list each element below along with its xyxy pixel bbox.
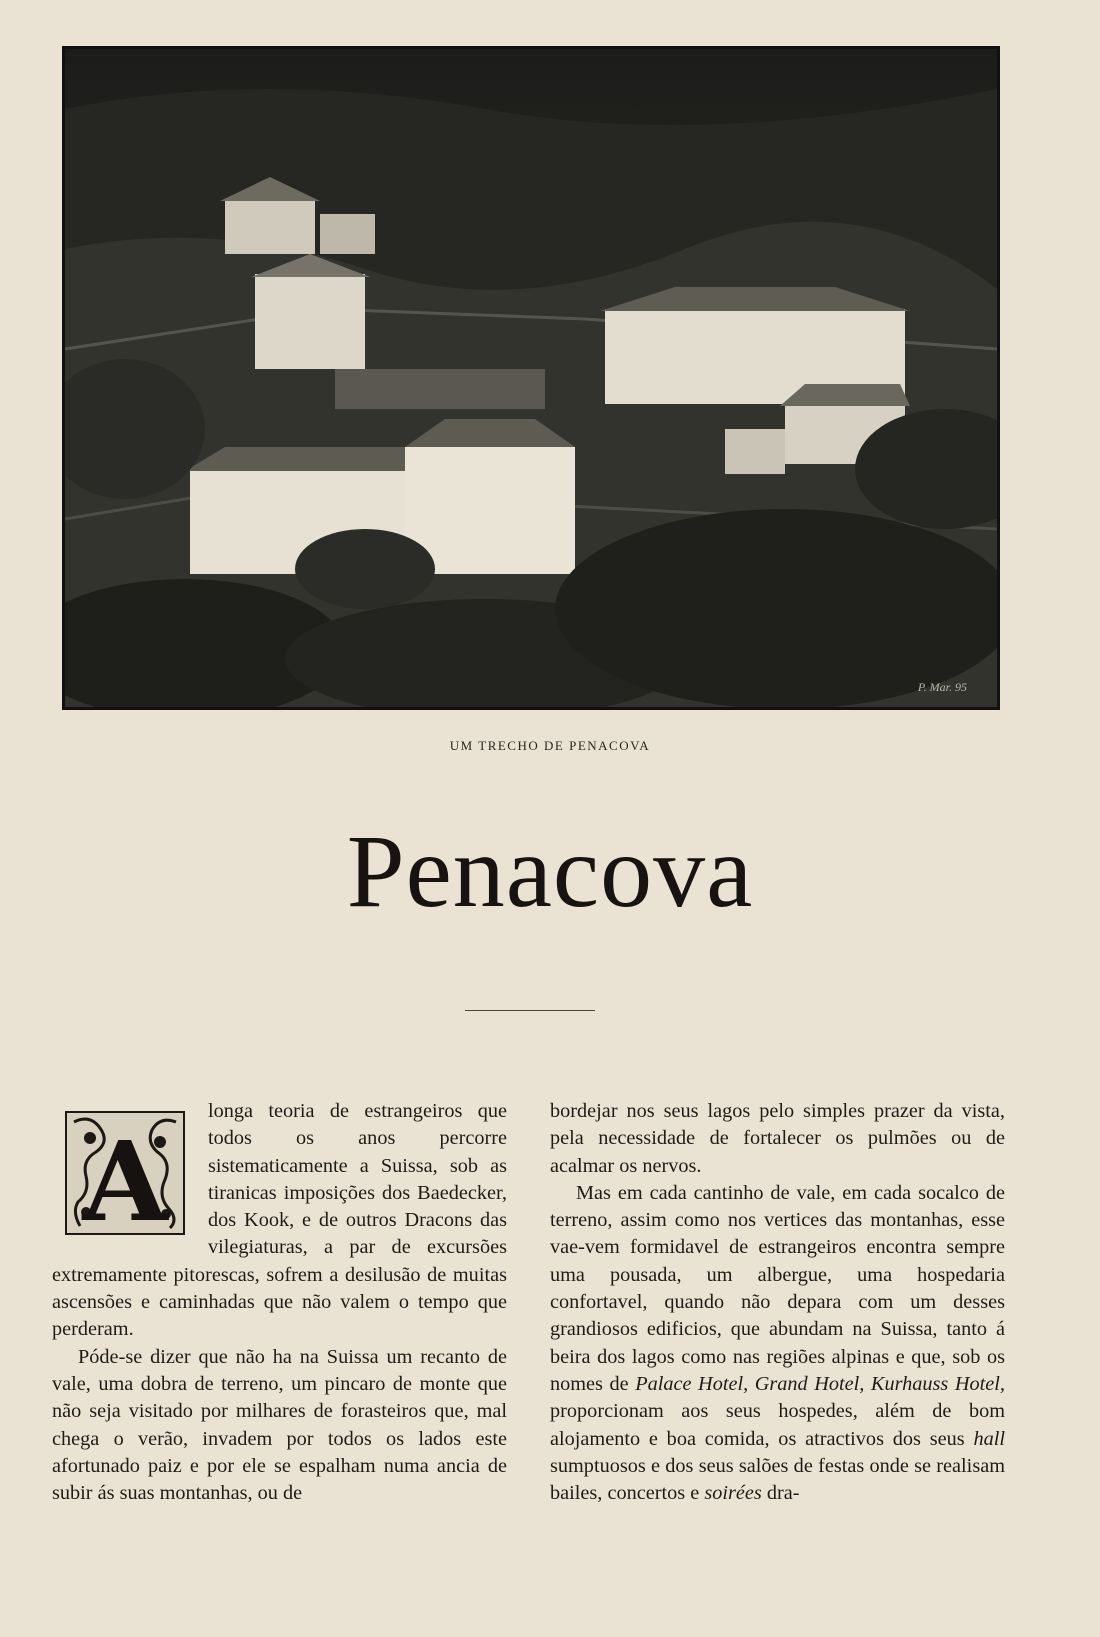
- left-paragraph-1: [52, 1098, 507, 1344]
- village-photo-illustration: [65, 49, 997, 707]
- soirees-term: soirées: [704, 1482, 762, 1505]
- left-paragraph-2: Póde-se dizer que não ha na Suissa um recanto de vale, uma dobra de terreno, um pincaro de monte que não seja visitado por milhares de forasteiros que, mal chega o verão, invadem por todos os lados este afortunado paiz e por ele se espalham numa ancia de subir ás suas montanhas, ou de: [52, 1345, 507, 1505]
- ornamental-dropcap-icon: [60, 1102, 190, 1242]
- left-paragraph-1-text: longa teoria de estrangeiros que todos os anos percorre sistematicamente a Suissa, sob as tiranicas imposições dos Baedecker, dos Kook, e de outros Dracons das vilegiaturas, a par de excursões extremamente pitorescas, sofrem a desilusão de muitas ascensões e caminhadas que não valem o tempo que perderam.: [52, 1100, 507, 1341]
- hotel-names: Palace Hotel, Grand Hotel, Kurhauss Hotel,: [635, 1372, 1005, 1395]
- title-divider: [465, 1010, 595, 1011]
- right-paragraph-2: Mas em cada cantinho de vale, em cada socalco de terreno, assim como nos vertices das montanhas, esse vae-vem formidavel de estrangeiros encontra sempre uma pousada, um albergue, uma hospedaria confortavel, quando não depara com um desses grandiosos edificios, que abundam na Suissa, tanto á beira dos lagos como nas regiões alpinas e que, sob os nomes de Palace Hotel, Grand Hotel, Kurhauss Hotel, proporcionam aos seus hospedes, além de bom alojamento e boa comida, os atractivos dos seus hall sumptuosos e dos seus salões de festas onde se realisam bailes, concertos e soirées dra-: [550, 1181, 1005, 1505]
- right-paragraph-1: bordejar nos seus lagos pelo simples prazer da vista, pela necessidade de fortalecer os pulmões ou de acalmar os nervos.: [550, 1100, 1005, 1177]
- hall-term: hall: [973, 1427, 1005, 1450]
- svg-text:A: A: [82, 1117, 168, 1242]
- photograph-penacova: [62, 46, 1000, 710]
- photo-caption: UM TRECHO DE PENACOVA: [449, 738, 651, 753]
- photographer-signature: P. Mar. 95: [917, 680, 967, 694]
- left-column: [52, 1098, 507, 1507]
- article-title: Penacova: [346, 814, 754, 929]
- right-column: [550, 1098, 1005, 1507]
